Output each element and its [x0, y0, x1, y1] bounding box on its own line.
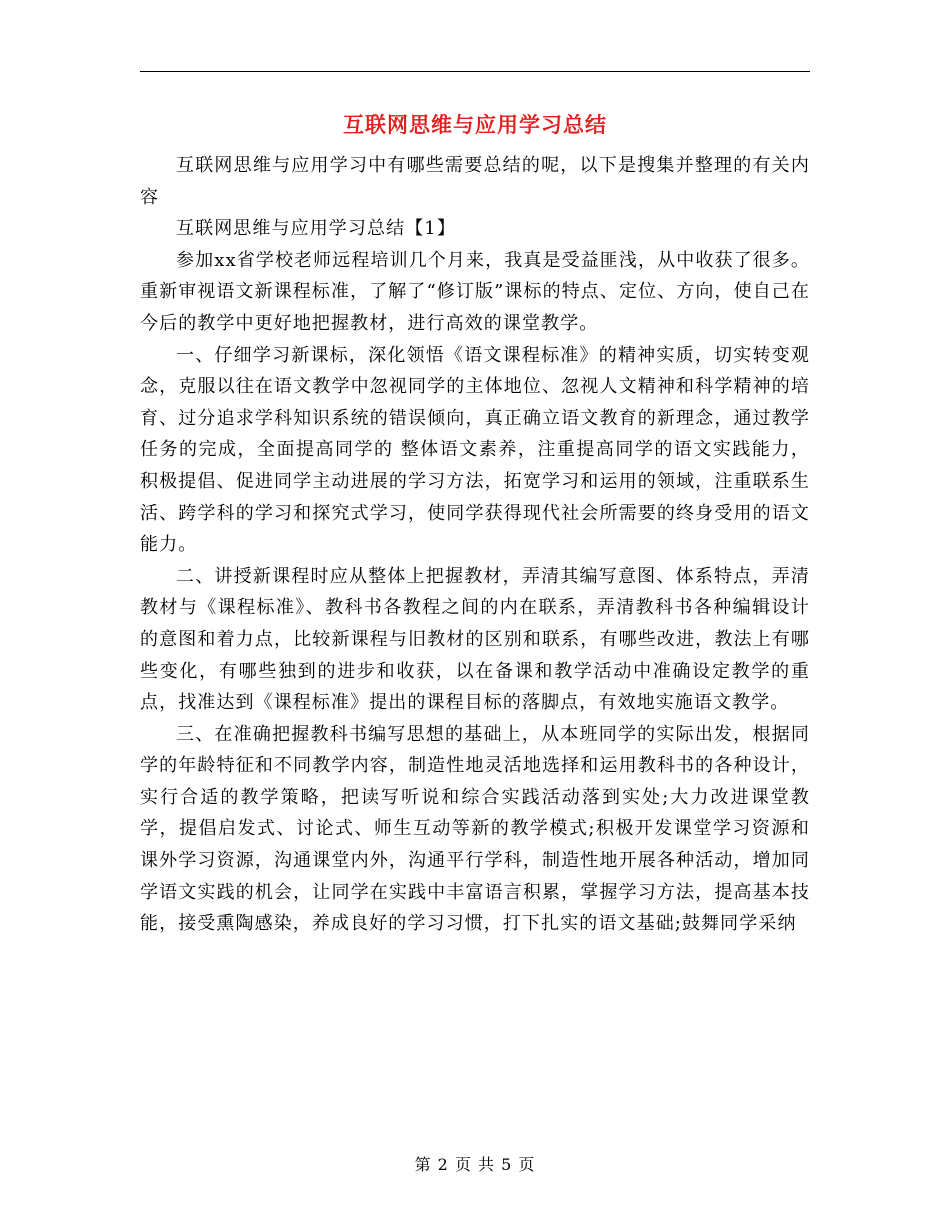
body-paragraph: 参加xx省学校老师远程培训几个月来，我真是受益匪浅，从中收获了很多。重新审视语文新课程标准，了解了“修订版”课标的特点、定位、方向，使自己在今后的教学中更好地把握教材，进行高效的课堂教学。 [140, 249, 811, 334]
body-paragraph: 一、仔细学习新课标，深化领悟《语文课程标准》的精神实质，切实转变观念，克服以往在语文教学中忽视同学的主体地位、忽视人文精神和科学精神的培育、过分追求学科知识系统的错误倾向，真正确立语文教育的新理念，通过教学任务的完成，全面提高同学的 整体语文素养，注重提高同学的语文实践能力，积极提倡、促进同学主动进展的学习方法，拓宽学习和运用的领域，注重联系生活、跨学科的学习和探究式学习，使同学获得现代社会所需要的终身受用的语文能力。 [140, 344, 810, 556]
section-heading: 互联网思维与应用学习总结【1】 [176, 218, 456, 240]
body-paragraph-intro: 互联网思维与应用学习中有哪些需要总结的呢，以下是搜集并整理的有关内容 [140, 155, 810, 208]
body-paragraph: 三、在准确把握教科书编写思想的基础上，从本班同学的实际出发，根据同学的年龄特征和不同教学内容，制造性地灵活地选择和运用教科书的各种设计，实行合适的教学策略，把读写听说和综合实践活动落到实处;大力改进课堂教学，提倡启发式、讨论式、师生互动等新的教学模式;积极开发课堂学习资源和课外学习资源，沟通课堂内外，沟通平行学科，制造性地开展各种活动，增加同学语文实践的机会，让同学在实践中丰富语言积累，掌握学习方法，提高基本技能，接受熏陶感染，养成良好的学习习惯，打下扎实的语文基础;鼓舞同学采纳 [140, 723, 810, 935]
document-body [140, 150, 810, 940]
body-paragraph: 二、讲授新课程时应从整体上把握教材，弄清其编写意图、体系特点，弄清教材与《课程标准》、教科书各教程之间的内在联系，弄清教科书各种编辑设计的意图和着力点，比较新课程与旧教材的区别和联系，有哪些改进，教法上有哪些变化，有哪些独到的进步和收获，以在备课和教学活动中准确设定教学的重点，找准达到《课程标准》提出的课程目标的落脚点，有效地实施语文教学。 [140, 565, 810, 714]
page-number-footer: 第 2 页 共 5 页 [414, 1155, 536, 1174]
header-rule [140, 71, 810, 72]
document-title: 互联网思维与应用学习总结 [343, 112, 607, 137]
